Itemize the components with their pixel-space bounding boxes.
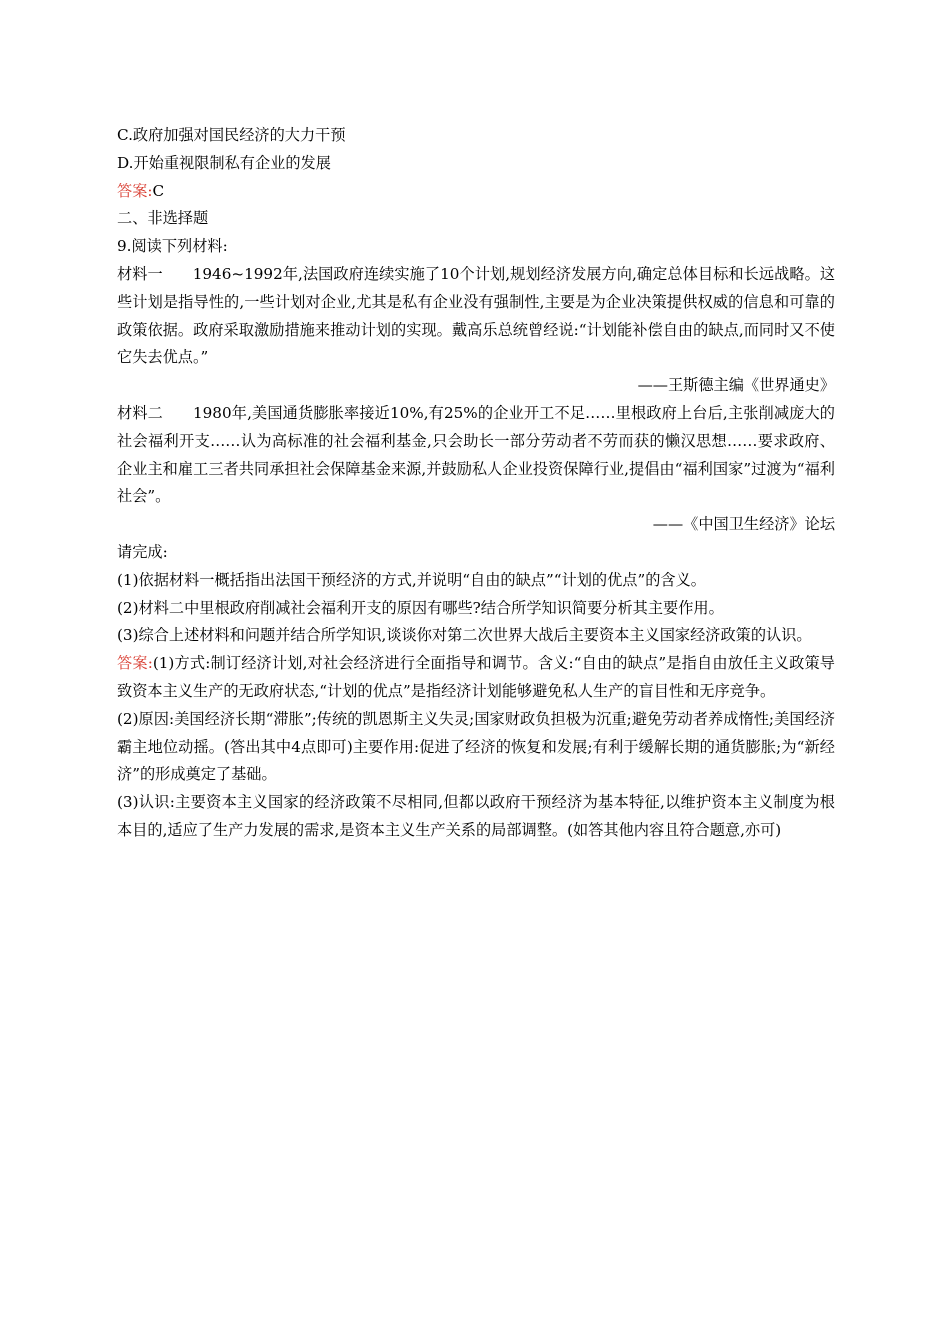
material-2-source: ——《中国卫生经济》论坛 bbox=[652, 515, 835, 534]
material-2-text: 1980年,美国通货膨胀率接近10%,有25%的企业开工不足……里根政府上台后,主张削减庞大的社会福利开支……认为高标准的社会福利基金,只会助长一部分劳动者不劳而获的懒汉思想……要求政府、企业主和雇工三者共同承担社会保障基金来源,并鼓励私人企业投资保障行业,提倡由“福利国家”过渡为“福利社会”。 bbox=[117, 403, 835, 506]
sub-question-2: (2)材料二中里根政府削减社会福利开支的原因有哪些?结合所学知识简要分析其主要作用。 bbox=[117, 598, 724, 617]
material-1-paragraph bbox=[117, 261, 835, 372]
answer-part-1: (1)方式:制订经济计划,对社会经济进行全面指导和调节。含义:“自由的缺点”是指自由放任主义政策导致资本主义生产的无政府状态,“计划的优点”是指经济计划能够避免私人生产的盲目性和无序竞争。 bbox=[117, 654, 835, 700]
material-1-text: 1946~1992年,法国政府连续实施了10个计划,规划经济发展方向,确定总体目标和长远战略。这些计划是指导性的,一些计划对企业,尤其是私有企业没有强制性,主要是为企业决策提供权威的信息和可靠的政策依据。政府采取激励措施来推动计划的实现。戴高乐总统曾经说:“计划能补偿自由的缺点,而同时又不使它失去优点。” bbox=[117, 264, 836, 367]
section-title: 二、非选择题 bbox=[117, 209, 209, 228]
question-intro: 9.阅读下列材料: bbox=[117, 237, 228, 256]
sub-question-1: (1)依据材料一概括指出法国干预经济的方式,并说明“自由的缺点”“计划的优点”的含义。 bbox=[117, 570, 706, 589]
option-d: D.开始重视限制私有企业的发展 bbox=[117, 153, 331, 172]
answer-line-1 bbox=[117, 178, 835, 206]
answer-part-3: (3)认识:主要资本主义国家的经济政策不尽相同,但都以政府干预经济为基本特征,以维护资本主义制度为根本目的,适应了生产力发展的需求,是资本主义生产关系的局部调整。(如答其他内容且符合题意,亦可) bbox=[117, 793, 835, 839]
material-2-label: 材料二 bbox=[117, 403, 163, 422]
answer-value: C bbox=[152, 181, 165, 200]
document-page bbox=[117, 122, 835, 845]
material-2-paragraph bbox=[117, 400, 835, 511]
answer-1-paragraph bbox=[117, 650, 835, 706]
material-1-label: 材料一 bbox=[117, 264, 163, 283]
option-c: C.政府加强对国民经济的大力干预 bbox=[117, 126, 346, 144]
answer-label: 答案: bbox=[117, 181, 153, 200]
answer-part-2: (2)原因:美国经济长期“滞胀”;传统的凯恩斯主义失灵;国家财政负担极为沉重;避免劳动者养成惰性;美国经济霸主地位动摇。(答出其中4点即可)主要作用:促进了经济的恢复和发展;有利于缓解长期的通货膨胀;为“新经济”的形成奠定了基础。 bbox=[117, 709, 835, 784]
material-1-source: ——王斯德主编《世界通史》 bbox=[637, 376, 835, 395]
question-prompt: 请完成: bbox=[117, 542, 168, 561]
answer-label-2: 答案: bbox=[117, 654, 153, 673]
sub-question-3: (3)综合上述材料和问题并结合所学知识,谈谈你对第二次世界大战后主要资本主义国家经济政策的认识。 bbox=[117, 626, 812, 645]
